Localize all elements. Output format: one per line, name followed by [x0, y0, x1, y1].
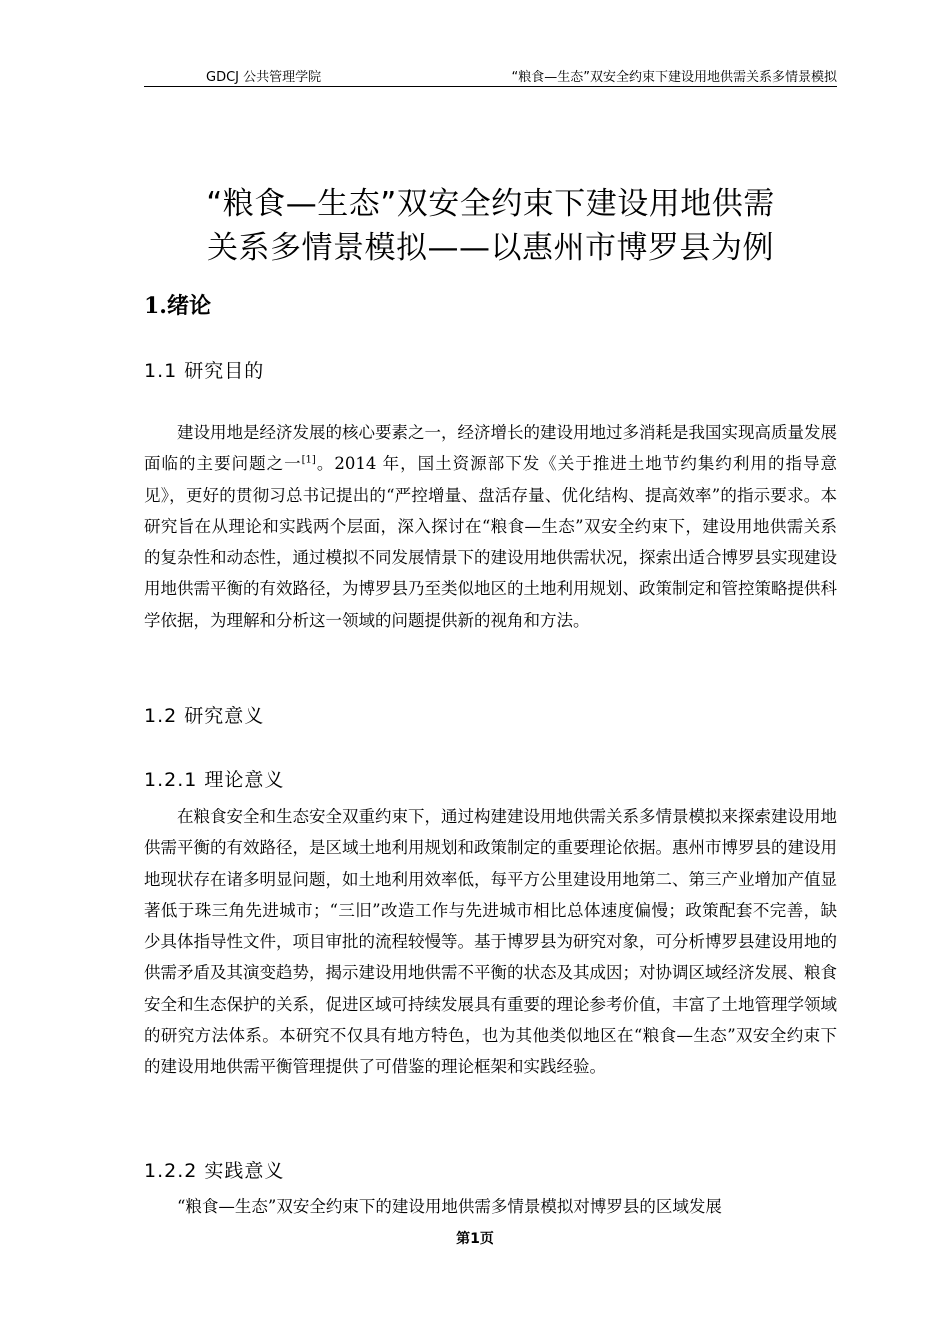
- paragraph-text-continued: 。2014 年，国土资源部下发《关于推进土地节约集约利用的指导意见》，更好的贯彻习总书记提出的“严控增量、盘活存量、优化结构、提高效率”的指示要求。本研究旨在从理论和实践两个层面，深入探讨在“粮食—生态”双安全约束下，建设用地供需关系的复杂性和动态性，通过模拟不同发展情景下的建设用地供需状况，探索出适合博罗县实现建设用地供需平衡的有效路径，为博罗县乃至类似地区的土地利用规划、政策制定和管控策略提供科学依据，为理解和分析这一领域的问题提供新的视角和方法。: [144, 454, 837, 630]
- section-heading-introduction: 1.绪论: [144, 293, 211, 319]
- paragraph-theoretical-significance: 在粮食安全和生态安全双重约束下，通过构建建设用地供需关系多情景模拟来探索建设用地供需平衡的有效路径，是区域土地利用规划和政策制定的重要理论依据。惠州市博罗县的建设用地现状存在诸多明显问题，如土地利用效率低，每平方公里建设用地第二、第三产业增加产值显著低于珠三角先进城市；“三旧”改造工作与先进城市相比总体速度偏慢；政策配套不完善，缺少具体指导性文件，项目审批的流程较慢等。基于博罗县为研究对象，可分析博罗县建设用地的供需矛盾及其演变趋势，揭示建设用地供需不平衡的状态及其成因；对协调区域经济发展、粮食安全和生态保护的关系，促进区域可持续发展具有重要的理论参考价值，丰富了土地管理学领域的研究方法体系。本研究不仅具有地方特色，也为其他类似地区在“粮食—生态”双安全约束下的建设用地供需平衡管理提供了可借鉴的理论框架和实践经验。: [144, 807, 837, 1077]
- section-heading-research-purpose: 1.1 研究目的: [144, 360, 265, 382]
- section-heading-theoretical-significance: 1.2.1 理论意义: [144, 769, 285, 791]
- page-header: [144, 66, 837, 87]
- citation-reference: [1]: [301, 454, 316, 466]
- header-running-title: “粮食—生态”双安全约束下建设用地供需关系多情景模拟: [511, 70, 837, 85]
- section-heading-research-significance: 1.2 研究意义: [144, 705, 265, 727]
- paragraph-practical-significance: “粮食—生态”双安全约束下的建设用地供需多情景模拟对博罗县的区域发展: [177, 1197, 722, 1216]
- paragraph-research-purpose: [144, 417, 837, 636]
- paper-title: [144, 182, 837, 270]
- title-line-2: 关系多情景模拟——以惠州市博罗县为例: [207, 230, 774, 266]
- title-line-1: “粮食—生态”双安全约束下建设用地供需: [206, 186, 775, 222]
- page-number: 第1页: [456, 1231, 494, 1247]
- section-heading-practical-significance: 1.2.2 实践意义: [144, 1160, 285, 1182]
- header-institution: GDCJ 公共管理学院: [206, 70, 322, 85]
- paragraph-text: 建设用地是经济发展的核心要素之一，经济增长的建设用地过多消耗是我国实现高质量发展面临的主要问题之一: [144, 423, 837, 474]
